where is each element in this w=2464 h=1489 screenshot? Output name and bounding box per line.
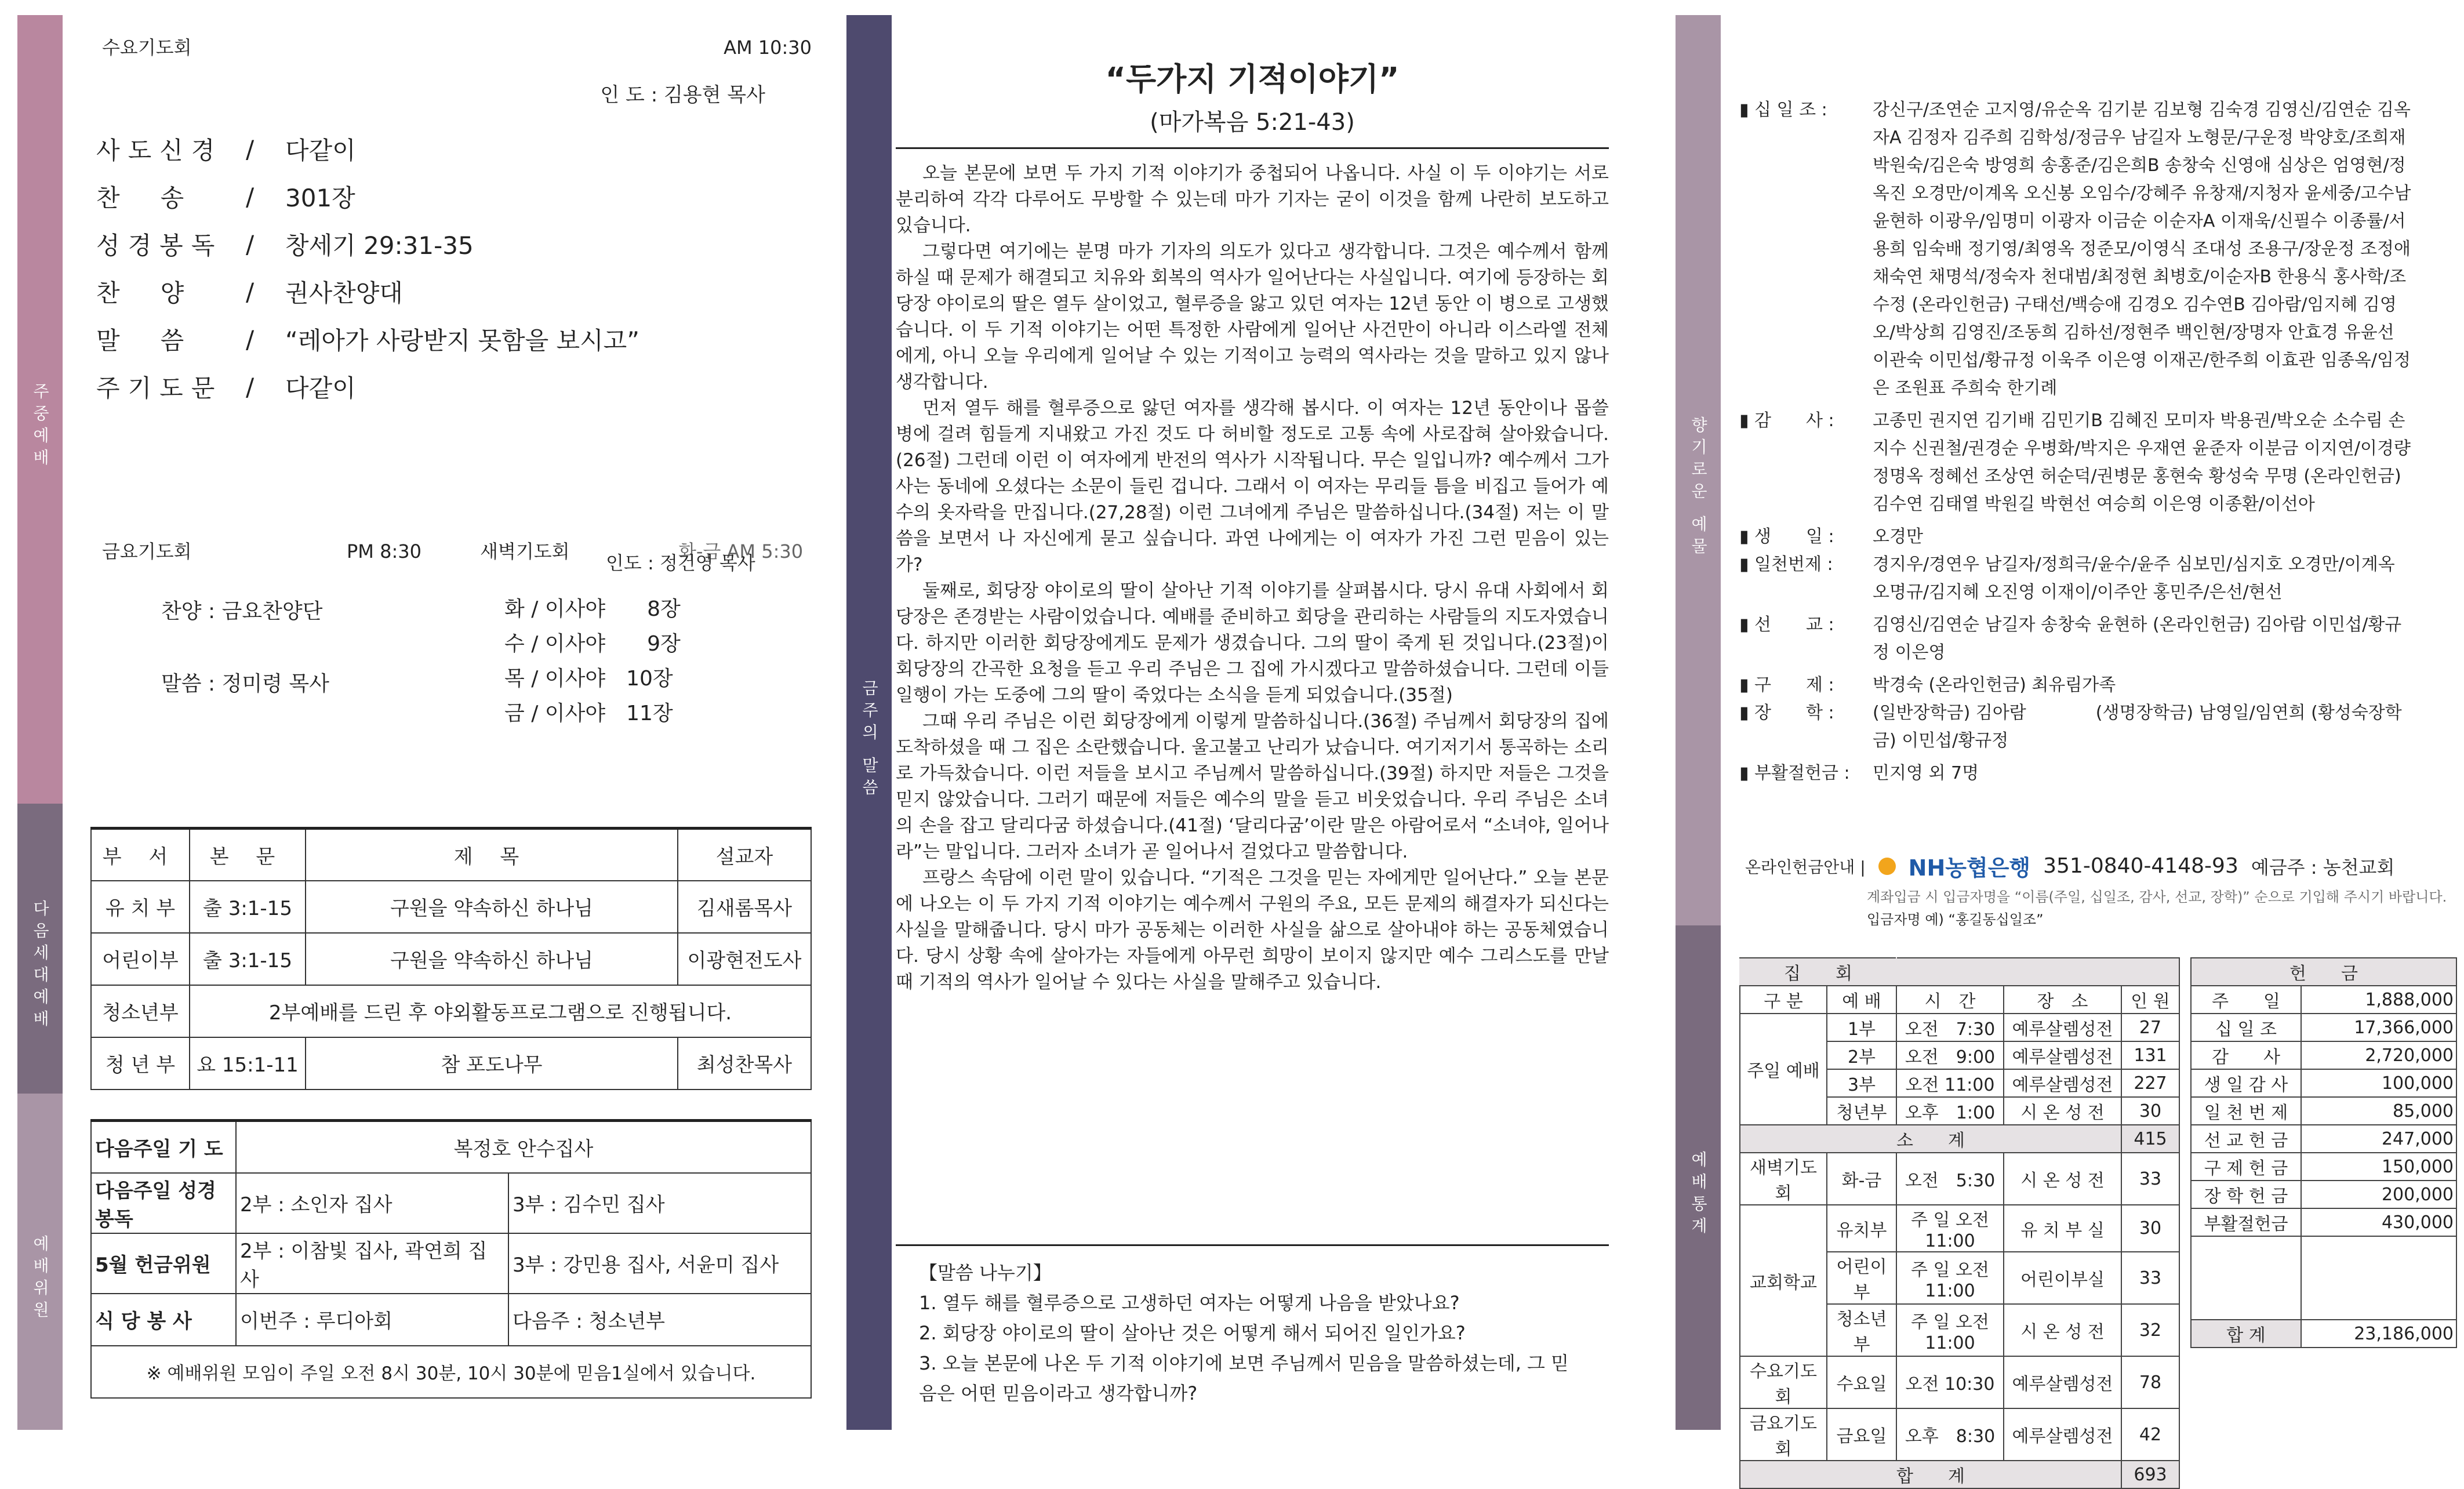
comm-value: 2부 : 이참빛 집사, 곽연희 집사 xyxy=(236,1233,508,1294)
band-committee: 예배위원 xyxy=(17,1094,63,1430)
youth-head: 본 문 xyxy=(190,829,306,881)
attendance-count: 30 xyxy=(2121,1097,2179,1125)
offering-amount: 150,000 xyxy=(2301,1153,2456,1181)
table-row xyxy=(2191,1069,2456,1097)
offering-kind: ▮ 선 교 : xyxy=(1739,615,1834,635)
offering-total: 23,186,000 xyxy=(2301,1320,2456,1348)
youth-preacher: 이광현전도사 xyxy=(678,933,811,985)
dawn-schedule xyxy=(504,592,681,731)
offering-kind: ▮ 장 학 : xyxy=(1739,703,1834,723)
offering-names: (일반장학금) 김아람 (생명장학금) 남영일/임연희 (황성숙장학금) 이민섭/황규정 xyxy=(1873,703,2402,751)
dawn-item: 화 / 이사야 8장 xyxy=(504,597,681,621)
offering-item xyxy=(1739,760,2412,787)
comm-label: 다음주일 기 도 xyxy=(91,1121,236,1173)
offering-item xyxy=(1739,699,2412,755)
order-label: 주기도문 xyxy=(96,374,223,402)
sharing-question: 2. 회당장 야이로의 딸이 살아난 것은 어떻게 해서 되어진 일인가요? xyxy=(919,1322,1466,1344)
attendance-group: 새벽기도회 xyxy=(1740,1153,1827,1205)
attendance-count: 131 xyxy=(2121,1041,2179,1069)
offering-totals-table xyxy=(2190,957,2457,1348)
attendance-count: 33 xyxy=(2121,1153,2179,1205)
sharing-question: 1. 열두 해를 혈루증으로 고생하던 여자는 어떻게 나음을 받았나요? xyxy=(919,1292,1460,1314)
comm-label: 다음주일 성경봉독 xyxy=(91,1173,236,1233)
order-row: 성경봉독 / 창세기 29:31-35 xyxy=(96,220,639,268)
table-row xyxy=(2191,1014,2456,1041)
offering-blank xyxy=(2191,1236,2301,1320)
attendance-place: 시 온 성 전 xyxy=(2004,1097,2121,1125)
attendance-service: 수요일 xyxy=(1827,1356,1896,1408)
youth-dept: 유 치 부 xyxy=(91,881,190,933)
youth-preacher: 최성찬목사 xyxy=(678,1037,811,1089)
bank-logo-icon xyxy=(1878,858,1896,875)
band-weekday-worship: 주중예배 xyxy=(17,15,63,804)
table-row xyxy=(1740,1125,2179,1153)
attendance-header: 집 회 xyxy=(1740,958,1896,986)
order-value: 권사찬양대 xyxy=(285,279,403,307)
attendance-group: 주일 예배 xyxy=(1740,1014,1827,1125)
offering-type: 장 학 헌 금 xyxy=(2191,1181,2301,1208)
dawn-title: 새벽기도회 xyxy=(480,540,570,562)
youth-dept: 청소년부 xyxy=(91,985,190,1037)
comm-value: 3부 : 강민용 집사, 서윤미 집사 xyxy=(508,1233,811,1294)
wed-leader: 인 도 : 김용현 목사 xyxy=(600,83,765,107)
attendance-place: 시 온 성 전 xyxy=(2004,1304,2121,1356)
order-value: 창세기 29:31-35 xyxy=(285,231,474,260)
attendance-time: 오후 8:30 xyxy=(1896,1408,2004,1461)
youth-dept: 청 년 부 xyxy=(91,1037,190,1089)
table-row xyxy=(1740,1408,2179,1461)
offering-total-label: 합 계 xyxy=(2191,1320,2301,1348)
youth-head: 부 서 xyxy=(91,829,190,881)
band-statistics: 예배통계 xyxy=(1676,925,1721,1430)
attendance-col: 시 간 xyxy=(1896,986,2004,1014)
attendance-time: 주 일 오전 11:00 xyxy=(1896,1304,2004,1356)
dawn-item: 목 / 이사야 10장 xyxy=(504,667,673,691)
sermon-paragraph: 프랑스 속담에 이런 말이 있습니다. “기적은 그것을 믿는 자에게만 일어난다.” 오늘 본문에 나오는 이 두 가지 기적 이야기는 예수께서 구원의 주요, 모든 문제의 해결자가 되신다는 사실을 말해줍니다. 당시 마가 공동체는 이러한 사실을 삶으로 살아내야 하는 공동체였습니다. 당시 상황 속에 살아가는 자들에게 아무런 희망이 보이지 않지만 예수 그리스도를 만날 때 기적의 역사가 일어날 수 있다는 사실을 말해주고 있습니다. xyxy=(896,867,1609,993)
sermon-title: “두가지 기적이야기” xyxy=(1105,61,1400,97)
bank-account: 351-0840-4148-93 xyxy=(2043,854,2238,878)
online-note: 계좌입금 시 입금자명을 “이름(주일, 십일조, 감사, 선교, 장학)” 순으로 기입해 주시기 바랍니다. xyxy=(1867,889,2447,905)
attendance-count: 78 xyxy=(2121,1356,2179,1408)
offering-type: 생 일 감 사 xyxy=(2191,1069,2301,1097)
offering-item xyxy=(1739,523,2412,551)
attendance-time: 오전 9:00 xyxy=(1896,1041,2004,1069)
offering-type: 주 일 xyxy=(2191,986,2301,1014)
table-row xyxy=(1740,1461,2179,1488)
comm-note: ※ 예배위원 모임이 주일 오전 8시 30분, 10시 30분에 믿음1실에서 있습니다. xyxy=(91,1346,811,1398)
comm-value: 다음주 : 청소년부 xyxy=(508,1294,811,1346)
youth-table xyxy=(90,827,812,1090)
attendance-total: 693 xyxy=(2121,1461,2179,1488)
attendance-place: 예루살렘성전 xyxy=(2004,1069,2121,1097)
youth-title: 구원을 약속하신 하나님 xyxy=(306,881,678,933)
attendance-group: 수요기도회 xyxy=(1740,1356,1827,1408)
attendance-count: 30 xyxy=(2121,1205,2179,1252)
sermon-paragraph: 오늘 본문에 보면 두 가지 기적 이야기가 중첩되어 나옵니다. 사실 이 두 이야기는 서로 분리하여 각각 다루어도 무방할 수 있는데 마가 기자는 굳이 이것을 함께 나란히 보도하고 있습니다. xyxy=(896,163,1609,236)
attendance-time: 주 일 오전 11:00 xyxy=(1896,1252,2004,1304)
table-row xyxy=(1740,1356,2179,1408)
attendance-service: 청소년부 xyxy=(1827,1304,1896,1356)
table-row xyxy=(2191,1181,2456,1208)
offering-amount: 85,000 xyxy=(2301,1097,2456,1125)
dawn-time: 화-금 AM 5:30 xyxy=(678,540,804,562)
offering-type: 구 제 헌 금 xyxy=(2191,1153,2301,1181)
offering-amount: 247,000 xyxy=(2301,1125,2456,1153)
attendance-count: 227 xyxy=(2121,1069,2179,1097)
offering-item xyxy=(1739,407,2412,518)
order-label: 성경봉독 xyxy=(96,231,223,260)
attendance-count: 33 xyxy=(2121,1252,2179,1304)
table-row xyxy=(1740,1205,2179,1252)
attendance-time: 오후 1:00 xyxy=(1896,1097,2004,1125)
offering-amount: 17,366,000 xyxy=(2301,1014,2456,1041)
sermon-paragraph: 그때 우리 주님은 이런 회당장에게 이렇게 말씀하십니다.(36절) 주님께서 회당장의 집에 도착하셨을 때 그 집은 소란했습니다. 울고불고 난리가 났습니다. 여기저기서 통곡하는 소리로 가득찼습니다. 이런 저들을 보시고 주님께서 말씀하십니다.(39절) 하지만 저들은 그것을 믿지 않았습니다. 그러기 때문에 저들은 예수의 말을 듣고 비웃었습니다. 우리 주님은 소녀의 손을 잡고 달리다굼 하셨습니다.(41절) ‘달리다굼’이란 말은 아람어로서 “소녀야, 일어나라”는 말입니다. 그러자 소녀가 곧 일어나서 걸었다고 말씀합니다. xyxy=(896,711,1609,862)
attendance-col: 구 분 xyxy=(1740,986,1827,1014)
dawn-item: 수 / 이사야 9장 xyxy=(504,632,681,656)
offering-blank xyxy=(2301,1236,2456,1320)
comm-value: 복정호 안수집사 xyxy=(236,1121,811,1173)
offering-amount: 200,000 xyxy=(2301,1181,2456,1208)
offering-type: 부활절헌금 xyxy=(2191,1208,2301,1236)
offering-totals-header: 헌 금 xyxy=(2191,958,2456,986)
offering-kind: ▮ 구 제 : xyxy=(1739,675,1834,695)
table-row xyxy=(2191,1208,2456,1236)
sermon-body xyxy=(896,161,1609,996)
attendance-place: 예루살렘성전 xyxy=(2004,1408,2121,1461)
attendance-place: 유 치 부 실 xyxy=(2004,1205,2121,1252)
attendance-time: 주 일 오전 11:00 xyxy=(1896,1205,2004,1252)
offering-item xyxy=(1739,671,2412,699)
offering-type: 일 천 번 제 xyxy=(2191,1097,2301,1125)
table-row xyxy=(1740,1153,2179,1205)
attendance-service: 1부 xyxy=(1827,1014,1896,1041)
offering-names: 민지영 외 7명 xyxy=(1873,763,1979,783)
attendance-time: 오전 11:00 xyxy=(1896,1069,2004,1097)
attendance-subtotal-label: 소 계 xyxy=(1740,1125,2121,1153)
sermon-paragraph: 둘째로, 회당장 야이로의 딸이 살아난 기적 이야기를 살펴봅시다. 당시 유대 사회에서 회당장은 존경받는 사람이었습니다. 예배를 준비하고 회당을 관리하는 사람들의 지도자였습니다. 하지만 이러한 회당장에게도 문제가 생겼습니다. 그의 딸이 죽게 된 것입니다.(23절)이 회당장의 간곡한 요청을 듣고 우리 주님은 그 집에 가시겠다고 말씀하셨습니다. 그런데 이들 일행이 가는 도중에 그의 딸이 죽었다는 소식을 듣게 되었습니다.(35절) xyxy=(896,580,1609,706)
attendance-service: 2부 xyxy=(1827,1041,1896,1069)
order-value: 301장 xyxy=(285,184,355,212)
table-row xyxy=(2191,1125,2456,1153)
attendance-table xyxy=(1739,957,2180,1489)
sermon-paragraph: 먼저 열두 해를 혈루증으로 앓던 여자를 생각해 봅시다. 이 여자는 12년 동안이나 몹쓸 병에 걸려 힘들게 지내왔고 가진 것도 다 허비할 정도로 고통 속에 사로잡혀 살아왔습니다.(26절) 그런데 이런 이 여자에게 반전의 역사가 시작됩니다. 무슨 일입니까? 예수께서 그가 사는 동네에 오셨다는 소문이 들린 겁니다. 그래서 이 여자는 무리들 틈을 비집고 들어가 예수의 옷자락을 만집니다.(27,28절) 이런 그녀에게 주님은 말씀하십니다.(34절) 저는 이 말씀을 보면서 나 자신에게 묻고 싶습니다. 과연 나에게는 이 여자가 가진 그런 믿음이 있는가? xyxy=(896,398,1609,575)
committee-table xyxy=(90,1119,812,1399)
attendance-group: 교회학교 xyxy=(1740,1205,1827,1356)
offering-kind: ▮ 생 일 : xyxy=(1739,526,1834,547)
offering-item xyxy=(1739,611,2412,667)
band-next-gen: 다음세대예배 xyxy=(17,804,63,1094)
attendance-time: 오전 7:30 xyxy=(1896,1014,2004,1041)
attendance-service: 어린이부 xyxy=(1827,1252,1896,1304)
table-row xyxy=(2191,986,2456,1014)
dawn-item: 금 / 이사야 11장 xyxy=(504,702,673,725)
wed-title: 수요기도회 xyxy=(102,37,192,59)
attendance-time: 오전 10:30 xyxy=(1896,1356,2004,1408)
order-value: 다같이 xyxy=(285,136,356,165)
sermon-panel xyxy=(896,15,1609,1430)
offerings-panel xyxy=(1739,15,2464,1487)
offering-names: 박경숙 (온라인헌금) 최유림가족 xyxy=(1873,675,2116,695)
attendance-col: 인 원 xyxy=(2121,986,2179,1014)
online-example: 입금자명 예) “홍길동십일조” xyxy=(1867,911,2044,928)
order-label: 찬양 xyxy=(96,279,225,307)
offering-amount: 100,000 xyxy=(2301,1069,2456,1097)
order-row: 찬양 / 권사찬양대 xyxy=(96,268,639,315)
table-row xyxy=(1740,1014,2179,1041)
attendance-service: 청년부 xyxy=(1827,1097,1896,1125)
offering-names: 강신구/조연순 고지영/유순옥 김기분 김보형 김숙경 김영신/김연순 김옥자A 김정자 김주희 김학성/정금우 남길자 노형문/구운정 박양호/조희재 박원숙/김은숙 방영희 송홍준/김은희B 송창숙 신영애 심상은 엄영현/정옥진 오경만/이계옥 오신봉 오임수/강혜주 유창재/지청자 윤세중/고수남 윤현하 이광우/임명미 이광자 이금순 이순자A 이재욱/신필수 이종률/서용희 임숙배 정기영/최영옥 정준모/이영식 조대성 조용구/장운정 조정애 채숙연 채명석/정숙자 천대범/최정현 최병호/이순자B 한용식 홍사학/조수정 (온라인헌금) 구태선/백승애 김경오 김수연B 김아람/임지혜 김영오/박상희 김영진/조동희 김하선/정현주 백인현/장명자 안효경 유윤선 이관숙 이민섭/황규정 이욱주 이은영 이재곤/한주희 이효관 임종옥/임정은 조원표 주희숙 한기례 xyxy=(1873,100,2411,398)
youth-head: 설교자 xyxy=(678,829,811,881)
attendance-col: 장 소 xyxy=(2004,986,2121,1014)
sermon-reference: (마가복음 5:21-43) xyxy=(1150,109,1355,136)
order-row: 찬송 / 301장 xyxy=(96,173,639,220)
comm-value: 2부 : 소인자 집사 xyxy=(236,1173,508,1233)
youth-text: 출 3:1-15 xyxy=(190,881,306,933)
right-band xyxy=(1676,15,1721,1430)
sharing-box xyxy=(896,1244,1609,1430)
table-row xyxy=(91,985,811,1037)
offering-item xyxy=(1739,96,2412,402)
offering-kind: ▮ 부활절헌금 : xyxy=(1739,763,1850,783)
attendance-count: 42 xyxy=(2121,1408,2179,1461)
online-label: 온라인헌금안내 | xyxy=(1745,857,1866,877)
fri-time: PM 8:30 xyxy=(347,540,421,562)
table-row xyxy=(91,1037,811,1089)
attendance-col: 예 배 xyxy=(1827,986,1896,1014)
order-row: 말씀 / “레아가 사랑받지 못함을 보시고” xyxy=(96,315,639,363)
attendance-place: 예루살렘성전 xyxy=(2004,1041,2121,1069)
attendance-place: 시 온 성 전 xyxy=(2004,1153,2121,1205)
youth-title: 참 포도나무 xyxy=(306,1037,678,1089)
offering-names: 오경만 xyxy=(1873,526,1923,547)
fri-praise: 찬양 : 금요찬양단 xyxy=(161,600,323,623)
table-row xyxy=(2191,1153,2456,1181)
account-holder: 예금주 : 농천교회 xyxy=(2251,856,2395,878)
fri-title: 금요기도회 xyxy=(102,540,192,562)
offering-amount: 430,000 xyxy=(2301,1208,2456,1236)
attendance-total-label: 합 계 xyxy=(1740,1461,2121,1488)
online-giving xyxy=(1745,850,2458,928)
offering-amount: 1,888,000 xyxy=(2301,986,2456,1014)
order-row: 사도신경 / 다같이 xyxy=(96,125,639,173)
offering-names: 경지우/경연우 남길자/정희극/윤수/윤주 심보민/심지호 오경만/이계옥 오명규/김지혜 오진영 이재이/이주안 홍민주/은선/현선 xyxy=(1873,554,2395,602)
offering-kind: ▮ 감 사 : xyxy=(1739,411,1834,431)
order-value: 다같이 xyxy=(285,374,356,402)
comm-label: 5월 헌금위원 xyxy=(91,1233,236,1294)
attendance-place: 예루살렘성전 xyxy=(2004,1356,2121,1408)
attendance-service: 화-금 xyxy=(1827,1153,1896,1205)
table-row xyxy=(2191,1041,2456,1069)
youth-title: 구원을 약속하신 하나님 xyxy=(306,933,678,985)
wed-time: AM 10:30 xyxy=(724,37,812,59)
order-label: 말씀 xyxy=(96,326,225,355)
youth-preacher: 김새롬목사 xyxy=(678,881,811,933)
offering-names: 고종민 권지연 김기배 김민기B 김혜진 모미자 박용권/박오순 소수림 손지수 신권철/권경순 우병화/박지은 우재연 윤준자 이분금 이지연/이경량 정명옥 정혜선 조상연 허순덕/권병문 홍현숙 황성숙 무명 (온라인헌금) 김수연 김태열 박원길 박현선 여승희 이은영 이종환/이선아 xyxy=(1873,411,2411,514)
order-row: 주기도문 / 다같이 xyxy=(96,363,639,411)
table-row xyxy=(91,881,811,933)
youth-text: 출 3:1-15 xyxy=(190,933,306,985)
offering-type: 감 사 xyxy=(2191,1041,2301,1069)
mid-band xyxy=(846,15,892,1430)
youth-head: 제 목 xyxy=(306,829,678,881)
wed-order xyxy=(96,125,639,411)
attendance-subtotal: 415 xyxy=(2121,1125,2179,1153)
offering-amount: 2,720,000 xyxy=(2301,1041,2456,1069)
table-row xyxy=(2191,1320,2456,1348)
sharing-question: 3. 오늘 본문에 나온 두 기적 이야기에 보면 주님께서 믿음을 말씀하셨는데, 그 믿음은 어떤 믿음이라고 생각합니까? xyxy=(919,1352,1569,1404)
fri-sermon: 말씀 : 정미령 목사 xyxy=(161,672,329,696)
offering-kind: ▮ 십 일 조 : xyxy=(1739,100,1827,120)
left-band xyxy=(17,15,63,1430)
youth-dept: 어린이부 xyxy=(91,933,190,985)
attendance-place: 어린이부실 xyxy=(2004,1252,2121,1304)
bank-name: NH농협은행 xyxy=(1908,855,2031,881)
band-sermon: 금주의 말씀 xyxy=(846,15,892,1430)
comm-value: 이번주 : 루디아회 xyxy=(236,1294,508,1346)
offering-names: 김영신/김연순 남길자 송창숙 윤현하 (온라인헌금) 김아람 이민섭/황규정 이은영 xyxy=(1873,615,2402,663)
table-row xyxy=(91,933,811,985)
order-label: 사도신경 xyxy=(96,136,223,165)
attendance-group: 금요기도회 xyxy=(1740,1408,1827,1461)
attendance-service: 3부 xyxy=(1827,1069,1896,1097)
order-label: 찬송 xyxy=(96,184,225,212)
table-row xyxy=(2191,1097,2456,1125)
comm-value: 3부 : 김수민 집사 xyxy=(508,1173,811,1233)
attendance-count: 27 xyxy=(2121,1014,2179,1041)
dawn-leader: 인도 : 정건영 목사 xyxy=(606,552,755,574)
youth-text: 요 15:1-11 xyxy=(190,1037,306,1089)
sharing-title: 【말씀 나누기】 xyxy=(919,1262,1052,1284)
youth-note: 2부예배를 드린 후 야외활동프로그램으로 진행됩니다. xyxy=(190,985,811,1037)
attendance-time: 오전 5:30 xyxy=(1896,1153,2004,1205)
offering-item xyxy=(1739,551,2412,607)
attendance-service: 금요일 xyxy=(1827,1408,1896,1461)
attendance-service: 유치부 xyxy=(1827,1205,1896,1252)
attendance-count: 32 xyxy=(2121,1304,2179,1356)
offering-list xyxy=(1739,96,2412,787)
weekday-worship-panel xyxy=(64,15,812,1430)
offering-type: 선 교 헌 금 xyxy=(2191,1125,2301,1153)
band-offerings: 향기로운 예물 xyxy=(1676,15,1721,925)
sermon-paragraph: 그렇다면 여기에는 분명 마가 기자의 의도가 있다고 생각합니다. 그것은 예수께서 함께 하실 때 문제가 해결되고 치유와 회복의 역사가 일어난다는 사실입니다. 여기에 등장하는 회당장 야이로의 딸은 열두 살이었고, 혈루증을 앓고 있던 여자는 12년 동안 이 병으로 고생했습니다. 이 두 기적 이야기는 어떤 특정한 사람에게 일어난 사건만이 아니라 이스라엘 전체에게, 아니 오늘 우리에게 일어날 수 있는 기적이고 능력의 역사라는 것을 말하고 있지 않나 생각합니다. xyxy=(896,241,1609,393)
order-value: “레아가 사랑받지 못함을 보시고” xyxy=(285,326,640,355)
attendance-place: 예루살렘성전 xyxy=(2004,1014,2121,1041)
attendance-header-fill xyxy=(1896,958,2179,986)
offering-type: 십 일 조 xyxy=(2191,1014,2301,1041)
offering-kind: ▮ 일천번제 : xyxy=(1739,554,1833,575)
comm-label: 식 당 봉 사 xyxy=(91,1294,236,1346)
